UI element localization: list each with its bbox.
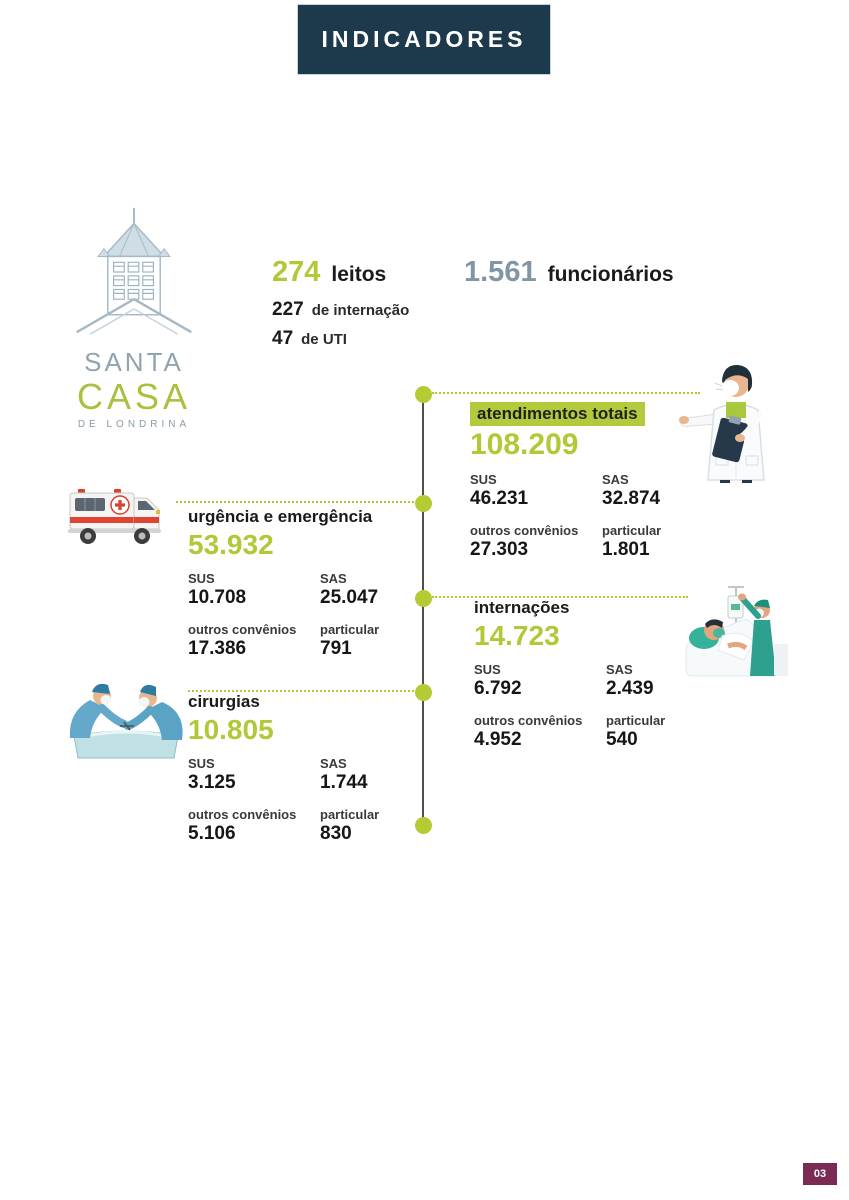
patient-nurse-illustration (678, 584, 790, 684)
stat-particular: particular 830 (320, 807, 380, 844)
hospital-building-icon (69, 204, 199, 340)
stat-sus: SUS 6.792 (474, 662, 522, 699)
stat-particular: particular 1.801 (602, 523, 662, 560)
stat-outros-convenios: outros convênios 27.303 (470, 523, 579, 560)
internacoes-stats (474, 662, 665, 751)
stat-outros-convenios: outros convênios 17.386 (188, 622, 297, 659)
santa-casa-logo (64, 204, 204, 430)
beds-internment-value: 227 (272, 299, 304, 320)
page-title: INDICADORES (321, 26, 527, 52)
stat-sas: SAS 32.874 (602, 472, 661, 509)
urgencia-total: 53.932 (188, 529, 274, 560)
timeline-dot-internacoes (415, 590, 432, 607)
stat-particular: particular 791 (320, 622, 380, 659)
beds-icu-value: 47 (272, 328, 294, 349)
urgencia-title: urgência e emergência (188, 507, 373, 526)
page-number-badge (803, 1163, 837, 1185)
page-number: 03 (813, 1168, 827, 1180)
stat-sas: SAS 25.047 (320, 571, 379, 608)
beds-internment-row (272, 299, 409, 321)
staff-total-row (464, 256, 674, 289)
beds-summary (272, 256, 409, 350)
stat-particular: particular 540 (606, 713, 666, 750)
urgencia-stats (188, 571, 379, 660)
stat-outros-convenios: outros convênios 5.106 (188, 807, 297, 844)
timeline-dot-cirurgias (415, 684, 432, 701)
internacoes-title: internações (474, 598, 570, 617)
beds-total-label: leitos (331, 263, 387, 286)
doctor-illustration (678, 358, 793, 484)
stat-sus: SUS 10.708 (188, 571, 247, 608)
stat-sas: SAS 2.439 (606, 662, 654, 699)
logo-text-santa: SANTA (84, 347, 184, 377)
beds-icu-label: de UTI (301, 331, 347, 348)
timeline-spine (422, 394, 424, 825)
internacoes-total: 14.723 (474, 620, 560, 651)
stat-sus: SUS 46.231 (470, 472, 529, 509)
staff-total-value: 1.561 (464, 256, 537, 288)
ambulance-icon (68, 486, 174, 546)
stat-outros-convenios: outros convênios 4.952 (474, 713, 583, 750)
atendimentos-stats (470, 472, 661, 561)
cirurgias-total: 10.805 (188, 714, 274, 745)
staff-total-label: funcionários (547, 263, 674, 286)
section-cirurgias (188, 692, 379, 845)
page-title-banner (297, 4, 551, 75)
beds-icu-row (272, 328, 409, 350)
section-internacoes (474, 598, 665, 751)
section-atendimentos-totais (470, 402, 661, 561)
section-title-highlight: atendimentos totais (470, 402, 645, 426)
timeline-dot-urgencia (415, 495, 432, 512)
stat-sas: SAS 1.744 (320, 756, 368, 793)
beds-total-value: 274 (272, 256, 321, 288)
section-urgencia-emergencia (188, 507, 379, 660)
staff-summary (464, 256, 674, 289)
connector-urgencia (176, 501, 414, 503)
cirurgias-title: cirurgias (188, 692, 260, 711)
connector-atendimentos (432, 392, 700, 394)
stat-sus: SUS 3.125 (188, 756, 236, 793)
timeline-dot-atendimentos (415, 386, 432, 403)
beds-internment-label: de internação (311, 302, 410, 319)
surgeons-illustration (66, 676, 186, 764)
timeline-dot-end (415, 817, 432, 834)
cirurgias-stats (188, 756, 379, 845)
logo-text-delondrina: DE LONDRINA (77, 419, 191, 430)
logo-text-casa: CASA (76, 376, 192, 417)
beds-total-row (272, 256, 409, 289)
atendimentos-total: 108.209 (470, 428, 579, 461)
